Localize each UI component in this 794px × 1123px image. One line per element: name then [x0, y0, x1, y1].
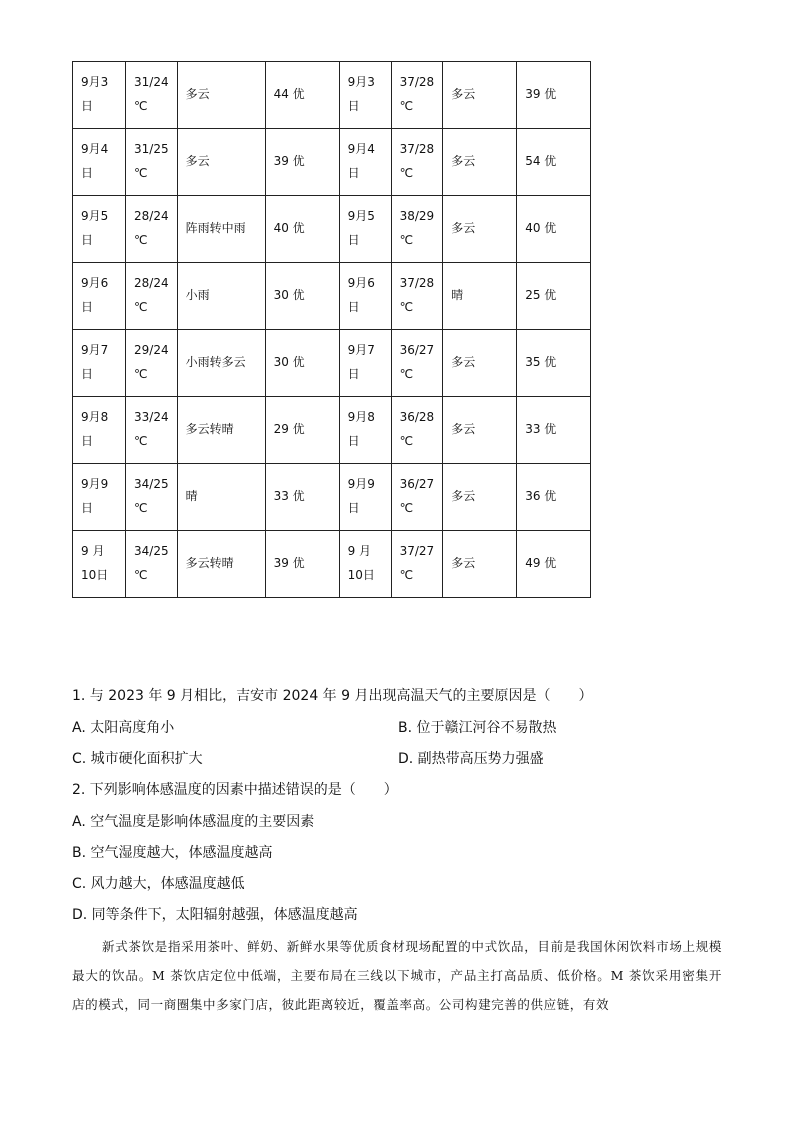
table-cell: 31/25 ℃ — [126, 129, 178, 196]
table-cell: 28/24 ℃ — [126, 263, 178, 330]
table-cell: 多云 — [443, 397, 517, 464]
table-row — [73, 196, 591, 263]
table-cell: 36/28 ℃ — [391, 397, 443, 464]
question-2-option-c: C. 风力越大，体感温度越低 — [72, 876, 245, 892]
question-1-option-d: D. 副热带高压势力强盛 — [398, 751, 544, 767]
table-cell: 36/27 ℃ — [391, 330, 443, 397]
table-row — [73, 330, 591, 397]
table-row — [73, 531, 591, 598]
table-cell: 29 优 — [265, 397, 339, 464]
question-2-stem: 2. 下列影响体感温度的因素中描述错误的是（ ） — [72, 782, 398, 798]
table-row — [73, 129, 591, 196]
table-cell: 36 优 — [517, 464, 591, 531]
question-2-option-b: B. 空气湿度越大，体感温度越高 — [72, 845, 273, 861]
table-cell: 多云 — [177, 62, 265, 129]
table-cell: 9月7 日 — [73, 330, 126, 397]
table-cell: 晴 — [177, 464, 265, 531]
question-1-option-c: C. 城市硬化面积扩大 — [72, 751, 203, 767]
table-cell: 晴 — [443, 263, 517, 330]
table-cell: 多云 — [443, 62, 517, 129]
table-cell: 9月5 日 — [73, 196, 126, 263]
table-cell: 36/27 ℃ — [391, 464, 443, 531]
table-cell: 34/25 ℃ — [126, 531, 178, 598]
table-cell: 39 优 — [265, 531, 339, 598]
table-cell: 39 优 — [265, 129, 339, 196]
table-cell: 33 优 — [265, 464, 339, 531]
table-cell: 54 优 — [517, 129, 591, 196]
table-cell: 多云转晴 — [177, 397, 265, 464]
table-cell: 38/29 ℃ — [391, 196, 443, 263]
table-row — [73, 62, 591, 129]
table-cell: 31/24 ℃ — [126, 62, 178, 129]
weather-table-body — [73, 62, 591, 598]
question-1-option-a: A. 太阳高度角小 — [72, 720, 175, 736]
table-cell: 49 优 — [517, 531, 591, 598]
table-cell: 29/24 ℃ — [126, 330, 178, 397]
table-cell: 多云转晴 — [177, 531, 265, 598]
table-cell: 28/24 ℃ — [126, 196, 178, 263]
table-cell: 多云 — [443, 196, 517, 263]
table-cell: 9月4 日 — [73, 129, 126, 196]
table-cell: 9月9 日 — [73, 464, 126, 531]
table-cell: 9月7 日 — [339, 330, 391, 397]
table-cell: 37/27 ℃ — [391, 531, 443, 598]
table-cell: 多云 — [443, 129, 517, 196]
table-row — [73, 263, 591, 330]
table-cell: 9月6 日 — [339, 263, 391, 330]
table-cell: 40 优 — [517, 196, 591, 263]
table-cell: 34/25 ℃ — [126, 464, 178, 531]
table-cell: 37/28 ℃ — [391, 129, 443, 196]
table-cell: 阵雨转中雨 — [177, 196, 265, 263]
question-2-option-d: D. 同等条件下，太阳辐射越强，体感温度越高 — [72, 907, 358, 923]
table-cell: 9 月 10日 — [339, 531, 391, 598]
question-2-option-a: A. 空气温度是影响体感温度的主要因素 — [72, 814, 315, 830]
table-cell: 小雨 — [177, 263, 265, 330]
table-cell: 37/28 ℃ — [391, 263, 443, 330]
table-cell: 多云 — [443, 531, 517, 598]
table-cell: 40 优 — [265, 196, 339, 263]
table-cell: 9 月 10日 — [73, 531, 126, 598]
table-cell: 多云 — [177, 129, 265, 196]
table-cell: 35 优 — [517, 330, 591, 397]
table-cell: 39 优 — [517, 62, 591, 129]
table-cell: 小雨转多云 — [177, 330, 265, 397]
table-cell: 30 优 — [265, 263, 339, 330]
table-cell: 多云 — [443, 330, 517, 397]
passage-paragraph: 新式茶饮是指采用茶叶、鲜奶、新鲜水果等优质食材现场配置的中式饮品，目前是我国休闲饮料市场上规模最大的饮品。M 茶饮店定位中低端，主要布局在三线以下城市，产品主打高品质、低价格。M 茶饮采用密集开店的模式，同一商圈集中多家门店，彼此距离较近，覆盖率高。公司构建完善的供应链，有效 — [72, 939, 722, 1012]
table-cell: 44 优 — [265, 62, 339, 129]
table-cell: 33/24 ℃ — [126, 397, 178, 464]
table-row — [73, 464, 591, 531]
table-cell: 37/28 ℃ — [391, 62, 443, 129]
table-cell: 9月3 日 — [73, 62, 126, 129]
table-cell: 9月6 日 — [73, 263, 126, 330]
table-row — [73, 397, 591, 464]
table-cell: 9月4 日 — [339, 129, 391, 196]
table-cell: 9月9 日 — [339, 464, 391, 531]
table-cell: 9月5 日 — [339, 196, 391, 263]
table-cell: 25 优 — [517, 263, 591, 330]
question-1-option-b: B. 位于赣江河谷不易散热 — [398, 720, 557, 736]
table-cell: 9月8 日 — [339, 397, 391, 464]
table-cell: 9月8 日 — [73, 397, 126, 464]
table-cell: 30 优 — [265, 330, 339, 397]
weather-table — [72, 61, 591, 598]
question-1-stem: 1. 与 2023 年 9 月相比，吉安市 2024 年 9 月出现高温天气的主要原因是（ ） — [72, 688, 593, 704]
table-cell: 9月3 日 — [339, 62, 391, 129]
table-cell: 33 优 — [517, 397, 591, 464]
table-cell: 多云 — [443, 464, 517, 531]
